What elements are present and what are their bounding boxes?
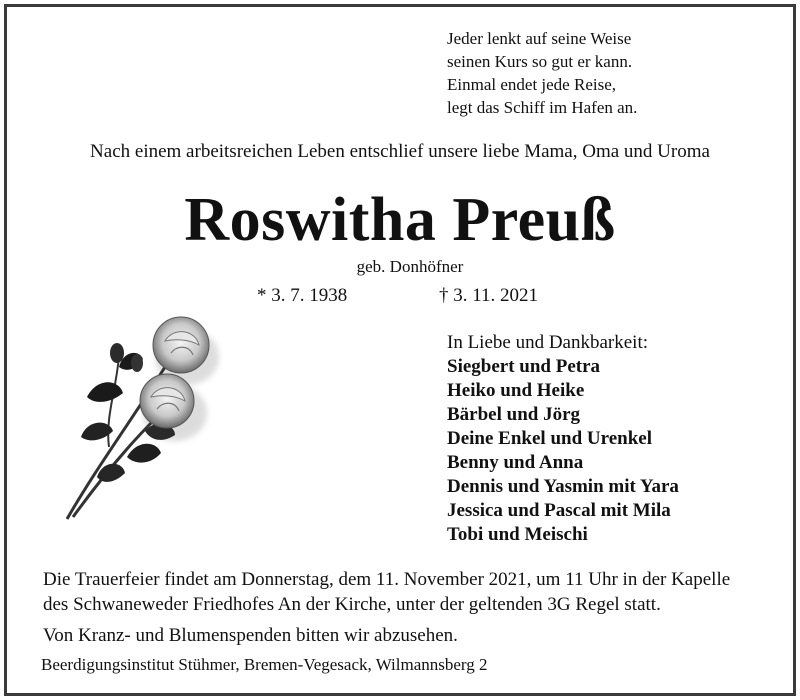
family-member: Heiko und Heike — [447, 380, 585, 401]
flowers-note: Von Kranz- und Blumenspenden bitten wir abzusehen. — [43, 625, 458, 646]
poem-line: legt das Schiff im Hafen an. — [447, 98, 638, 117]
family-list — [447, 331, 767, 547]
obituary-notice — [4, 4, 796, 696]
funeral-home: Beerdigungsinstitut Stühmer, Bremen-Vegesack, Wilmannsberg 2 — [41, 655, 488, 674]
ceremony-line: des Schwaneweder Friedhofes An der Kirche, unter der geltenden 3G Regel statt. — [43, 594, 661, 615]
maiden-name: geb. Donhöfner — [356, 257, 464, 276]
poem-line: Jeder lenkt auf seine Weise — [447, 29, 632, 48]
poem-line: Einmal endet jede Reise, — [447, 75, 616, 94]
death-date: † 3. 11. 2021 — [439, 285, 539, 306]
ceremony-line: Die Trauerfeier findet am Donnerstag, dem 11. November 2021, um 11 Uhr in der Kapelle — [43, 569, 731, 590]
family-member: Bärbel und Jörg — [447, 404, 581, 425]
ceremony-info — [43, 567, 783, 617]
family-member: Deine Enkel und Urenkel — [447, 428, 652, 449]
deceased-name: Roswitha Preuß — [184, 186, 616, 254]
family-member: Jessica und Pascal mit Mila — [447, 500, 671, 521]
birth-date: * 3. 7. 1938 — [257, 285, 348, 306]
intro-text: Nach einem arbeitsreichen Leben entschlief unsere liebe Mama, Oma und Uroma — [90, 141, 710, 162]
poem — [447, 27, 747, 119]
family-member: Benny und Anna — [447, 452, 584, 473]
family-member: Tobi und Meischi — [447, 524, 588, 545]
family-heading: In Liebe und Dankbarkeit: — [447, 332, 649, 353]
family-member: Dennis und Yasmin mit Yara — [447, 476, 679, 497]
poem-line: seinen Kurs so gut er kann. — [447, 52, 633, 71]
rose-icon — [57, 307, 227, 527]
family-member: Siegbert und Petra — [447, 356, 601, 377]
